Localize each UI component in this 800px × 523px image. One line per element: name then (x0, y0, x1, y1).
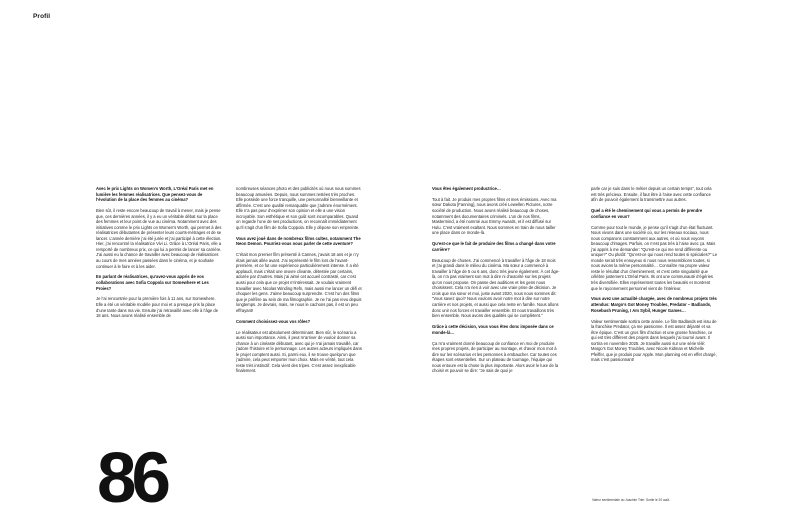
interview-answer: Comme pour tout le monde, je pense qu’il s’agit d’un état fluctuant. Nous vivons dans une société où, sur les réseaux sociaux, nous nous comparons constamment aux autres, et où nous voyons beaucoup d’images. Parfois, on n’est pas très à l’aise avec ça. Mais j’ai appris à me demander: “Qu’est-ce qui me rend différente ou unique?” Ou plutôt: “Qu’est-ce qui nous rend toutes si spéciales?” Le monde serait très ennuyeux si nous nous ressemblions toutes, si nous avions la même personnalité… Connaître ma propre valeur reste le résultat d’un cheminement, et c’est cette singularité que célèbre justement L’Oréal Paris. Ils ont une communauté d’égéries très diversifiée. Elles représentent toutes les beautés et montrent que le rayonnement personnel vient de l’intérieur. (591, 224, 718, 291)
interview-answer: C’était mon premier film présenté à Cannes, j’avais 18 ans et je n’y étais jamais allée avant. J’ai représenté le film lors de l’avant-première, et ce fut une expérience particulièrement intense. Il a été applaudi, mais c’était une œuvre clivante, détestée par certains, adorée par d’autres. Mais j’ai aimé cet accueil contrasté, car c’est aussi pour cela que ce projet m’intéressait. Je voulais vraiment travailler avec Nicolas Winding Refn, mais aussi me lancer un défi et choquer les gens. J’aime beaucoup surprendre. C’est l’un des films que je préfère au sein de ma filmographie. Je ne l’ai pas revu depuis longtemps. Je devrais, mais, ne nous le cachons pas, il est un peu effrayant! (236, 252, 362, 313)
section-header: Profil (33, 13, 51, 20)
photo-caption: Valeur sentimentale du Joachim Trier. Sortie le 20 août. (592, 498, 671, 502)
page-number: 86 (97, 439, 166, 518)
interview-question: Quel a été le cheminement qui vous a permis de prendre confiance en vous? (591, 208, 703, 219)
article-column-3 (432, 186, 560, 379)
interview-answer: Tout à fait. Je produis mes propres films et mes émissions. Avec ma sœur Dakota [Fanning], nous avons créé Lewellen Pictures, notre société de production. Nous avons réalisé beaucoup de choses, notamment des documentaires criminels. L’un de nos films, Mastermind, a été nommé aux Emmy Awards, et il est diffusé sur Hulu. C’est vraiment exaltant. Nous sommes en train de nous tailler une place dans ce monde-là. (432, 196, 557, 236)
interview-question: Grâce à cette décision, vous vous êtes donc imposée dans ce monde-là… (432, 324, 554, 335)
article-column-4 (591, 186, 718, 368)
interview-question: Comment choisissez-vous vos rôles? (236, 318, 311, 324)
interview-question: Vous avez une actualité chargée, avec de nombreux projets très attendus: Margo’s Got Money Troubles, Predator – Badlands, Rosebush Pruning, I Am Sybil, Hunger Games… (591, 296, 717, 313)
interview-answer: nombreuses séances photo et des publicités où nous nous sommes beaucoup amusées. Depuis, nous sommes restées très proches. Elle possède une force tranquille, une personnalité bienveillante et affirmée. C’est une qualité remarquable que j’admire énormément. Elle n’a pas peur d’exprimer son opinion et elle a une vision incroyable. Son esthétique et son goût sont incomparables. Quand on regarde l’une de ses productions, on reconnaît immédiatement qu’il s’agit d’un film de Sofia Coppola. Elle y dépose son empreinte. (236, 186, 361, 230)
interview-answer: Beaucoup de choses. J’ai commencé à travailler à l’âge de 18 mois et j’ai grandi dans le milieu du cinéma. Ma sœur a commencé à travailler à l’âge de 5 ou 6 ans, donc très jeune également. À cet âge-là, on n’a pas vraiment son mot à dire ni d’autorité sur les projets qu’on nous propose. On passe des auditions et les gens nous choisissent. Cela n’a rien à voir avec une vraie prise de décision. Je crois que ma sœur et moi, juste avant 2020, nous nous sommes dit: “Vous savez quoi? Nous voulons avoir notre mot à dire sur notre carrière et nos projets, et aussi que cela reste en famille. Nous allons donc unir nos forces et travailler ensemble. Et nous travaillons très bien ensemble. Nous avons des qualités qui se complètent.” (432, 257, 560, 319)
interview-answer: Le réalisateur est absolument déterminant. Bien sûr, le scénario a aussi son importance. Ainsi, il peut m’arriver de vouloir donner sa chance à un cinéaste débutant, avec qui je n’ai jamais travaillé, car j’adore l’histoire et le personnage. Les autres acteurs impliqués dans le projet comptent aussi. Si, parmi eux, il se trouve quelqu’un que j’admire, cela peut emporter mon choix. Mais en vérité, tout cela reste très instinctif. Cela vient des tripes. C’est assez inexplicable finalement. (236, 329, 362, 374)
interview-answer: Bien sûr, il reste encore beaucoup de travail à mener, mais je pense que, ces dernières années, il y a eu un véritable débat sur la place des femmes et leur point de vue au cinéma. Notamment avec des initiatives comme le prix Lights on Women’s Worth, qui permet à des réalisatrices débutantes de présenter leurs courts-métrages et de se lancer. L’année dernière j’ai été jurée et j’ai participé à cette élection. Hier, j’ai rencontré la réalisatrice Vivi Li. Grâce à L’Oréal Paris, elle a remporté de nombreux prix, ce qui lui a permis de lancer sa carrière. J’ai aussi eu la chance de travailler avec beaucoup de réalisatrices au cours de mes années passées dans le cinéma, et je souhaite continuer à le faire et à les aider. (96, 208, 222, 269)
article-column-1 (96, 186, 223, 324)
interview-answer: Valeur sentimentale sortira cette année. Le film Badlands est issu de la franchise Predator, ça me passionne. Il est assez déjanté et va être épique. C’est un gros film d’action et une grosse franchise, ce qui est très différent des projets dans lesquels j’ai tourné avant. Il sortira en novembre 2025. Je travaille aussi sur une série télé: Margo’s Got Money Troubles, avec Nicole Kidman et Michelle Pfeiffer, que je produis pour Apple. Mon planning est en effet chargé, mais c’est passionnant! (591, 318, 717, 363)
interview-question: En parlant de réalisatrices, qu’avez-vous appris de vos collaborations avec Sofia Coppola sur Somewhere et Les Proies? (96, 274, 209, 291)
interview-question: Avec le prix Lights on Women’s Worth, L’Oréal Paris met en lumière les femmes réalisatrices. Que pensez-vous de l’évolution de la place des femmes au cinéma? (96, 186, 214, 203)
interview-question: Vous avez joué dans de nombreux films cultes, notamment The Neon Demon. Pourriez-vous nous parler de cette aventure? (236, 235, 361, 247)
article-column-2 (236, 186, 363, 379)
interview-answer: Je l’ai rencontrée pour la première fois à 11 ans, sur Somewhere. Elle a été un véritable modèle pour moi et a presque pris la place d’une tante dans ma vie. Ensuite j’ai retravaillé avec elle à l’âge de 18 ans. Nous avons réalisé ensemble de (96, 296, 218, 319)
interview-answer: Ça m’a vraiment donné beaucoup de confiance en moi de produire mes propres projets, de participer au montage, et d’avoir mon mot à dire sur les scénarios et les personnes à embaucher. Car toutes ces étapes sont essentielles. Sur un plateau de tournage, l’équipe qui nous entoure est la chose la plus importante. Alors avoir le luxe de la choisir et pouvoir se dire: “Je sais de quoi je (432, 340, 559, 374)
interview-question: Qu’est-ce que le fait de produire des films a changé dans votre carrière? (432, 241, 556, 252)
interview-question: Vous êtes également productrice… (432, 186, 501, 191)
interview-answer: parle car je suis dans le métier depuis un certain temps”, tout cela est très précieux. Ensuite, il faut être à l’aise avec cette confiance afin de pouvoir également la transmettre aux autres. (591, 186, 712, 203)
